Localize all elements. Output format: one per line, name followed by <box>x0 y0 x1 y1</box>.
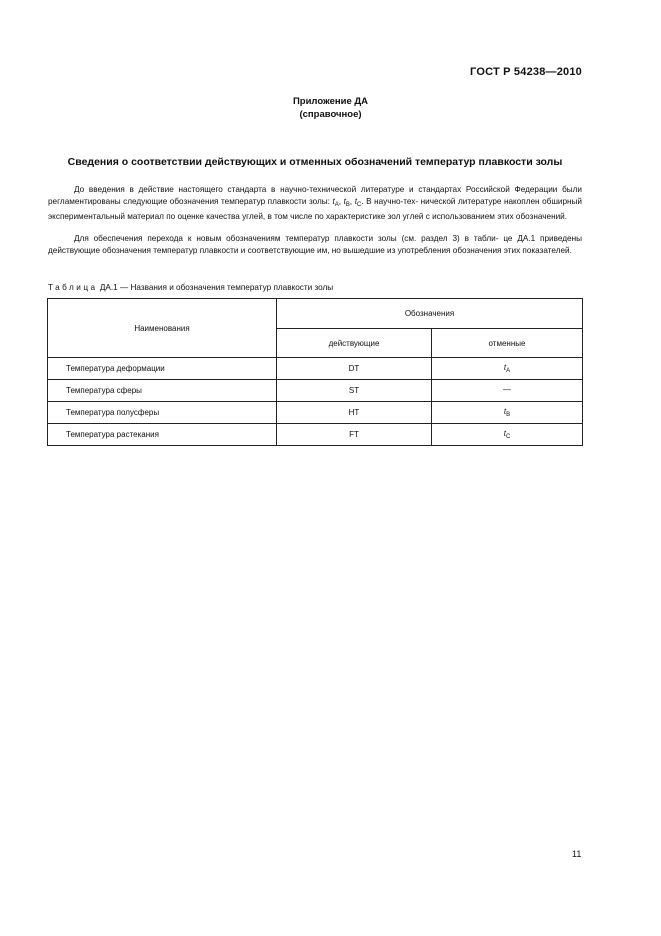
header-designations: Обозначения <box>277 299 583 329</box>
table-row <box>48 358 583 380</box>
symbol-t: t <box>343 196 346 206</box>
table-row <box>48 424 583 446</box>
paragraph-1-text-a: До введения в действие настоящего стандарта в научно-технической литературе и стандартах Российской Федерации были регламентированы следующие обозначения температур плавкости золы: <box>48 185 582 206</box>
section-title: Сведения о соответствии действующих и отменных обозначений температур плавкости золы <box>67 156 563 168</box>
document-number: ГОСТ Р 54238—2010 <box>470 66 582 78</box>
separator: , <box>349 196 355 206</box>
symbol-subscript: A <box>334 201 339 208</box>
cell-cancelled <box>432 358 583 380</box>
cancelled-subscript: B <box>506 412 511 418</box>
separator: , <box>338 196 344 206</box>
page-number: 11 <box>572 849 582 859</box>
cell-name: Температура деформации <box>48 358 277 380</box>
cell-current: DT <box>277 358 432 380</box>
header-current: действующие <box>277 329 432 358</box>
table-caption <box>48 283 333 292</box>
cancelled-symbol: t <box>503 429 506 438</box>
table-row <box>48 402 583 424</box>
cancelled-symbol: — <box>503 385 511 394</box>
paragraph-1-text-b: . В научно-тех- нической литературе накоплен обширный экспериментальный материал по оценке качества углей, в том числе по характеристике зол углей с использованием этих обозначений. <box>48 196 582 222</box>
designations-table <box>47 298 583 446</box>
symbol-t: t <box>332 196 335 206</box>
symbol-subscript: C <box>356 201 362 208</box>
appendix-heading <box>0 95 661 121</box>
appendix-subtitle: (справочное) <box>299 109 362 120</box>
cell-current: HT <box>277 402 432 424</box>
cancelled-symbol: t <box>503 363 507 372</box>
paragraph-1 <box>48 184 582 223</box>
header-cancelled: отменные <box>432 329 583 358</box>
cell-name: Температура полусферы <box>48 402 277 424</box>
cell-current: ST <box>277 380 432 402</box>
table-row <box>48 380 583 402</box>
cell-name: Температура растекания <box>48 424 277 446</box>
header-name: Наименования <box>48 299 277 358</box>
table-caption-text: ДА.1 — Названия и обозначения температур плавкости золы <box>97 283 334 292</box>
cancelled-subscript: A <box>506 368 511 374</box>
cell-current: FT <box>277 424 432 446</box>
cancelled-subscript: C <box>505 434 511 440</box>
cell-cancelled <box>432 380 583 402</box>
paragraph-2-text: Для обеспечения перехода к новым обозначениям температур плавкости золы (см. раздел 3) в табли- це ДА.1 приведены действующие обозначения температур плавкости и соответствующие им, но вышедшие из употребления обозначения этих показателей. <box>48 234 582 255</box>
cell-name: Температура сферы <box>48 380 277 402</box>
symbol-subscript: B <box>345 201 350 208</box>
table-caption-prefix: Таблица <box>48 283 98 292</box>
cell-cancelled <box>432 402 583 424</box>
cell-cancelled <box>432 424 583 446</box>
cancelled-symbol: t <box>503 407 507 416</box>
paragraph-2 <box>48 233 582 256</box>
appendix-title: Приложение ДА <box>292 96 369 107</box>
symbol-t: t <box>354 196 357 206</box>
